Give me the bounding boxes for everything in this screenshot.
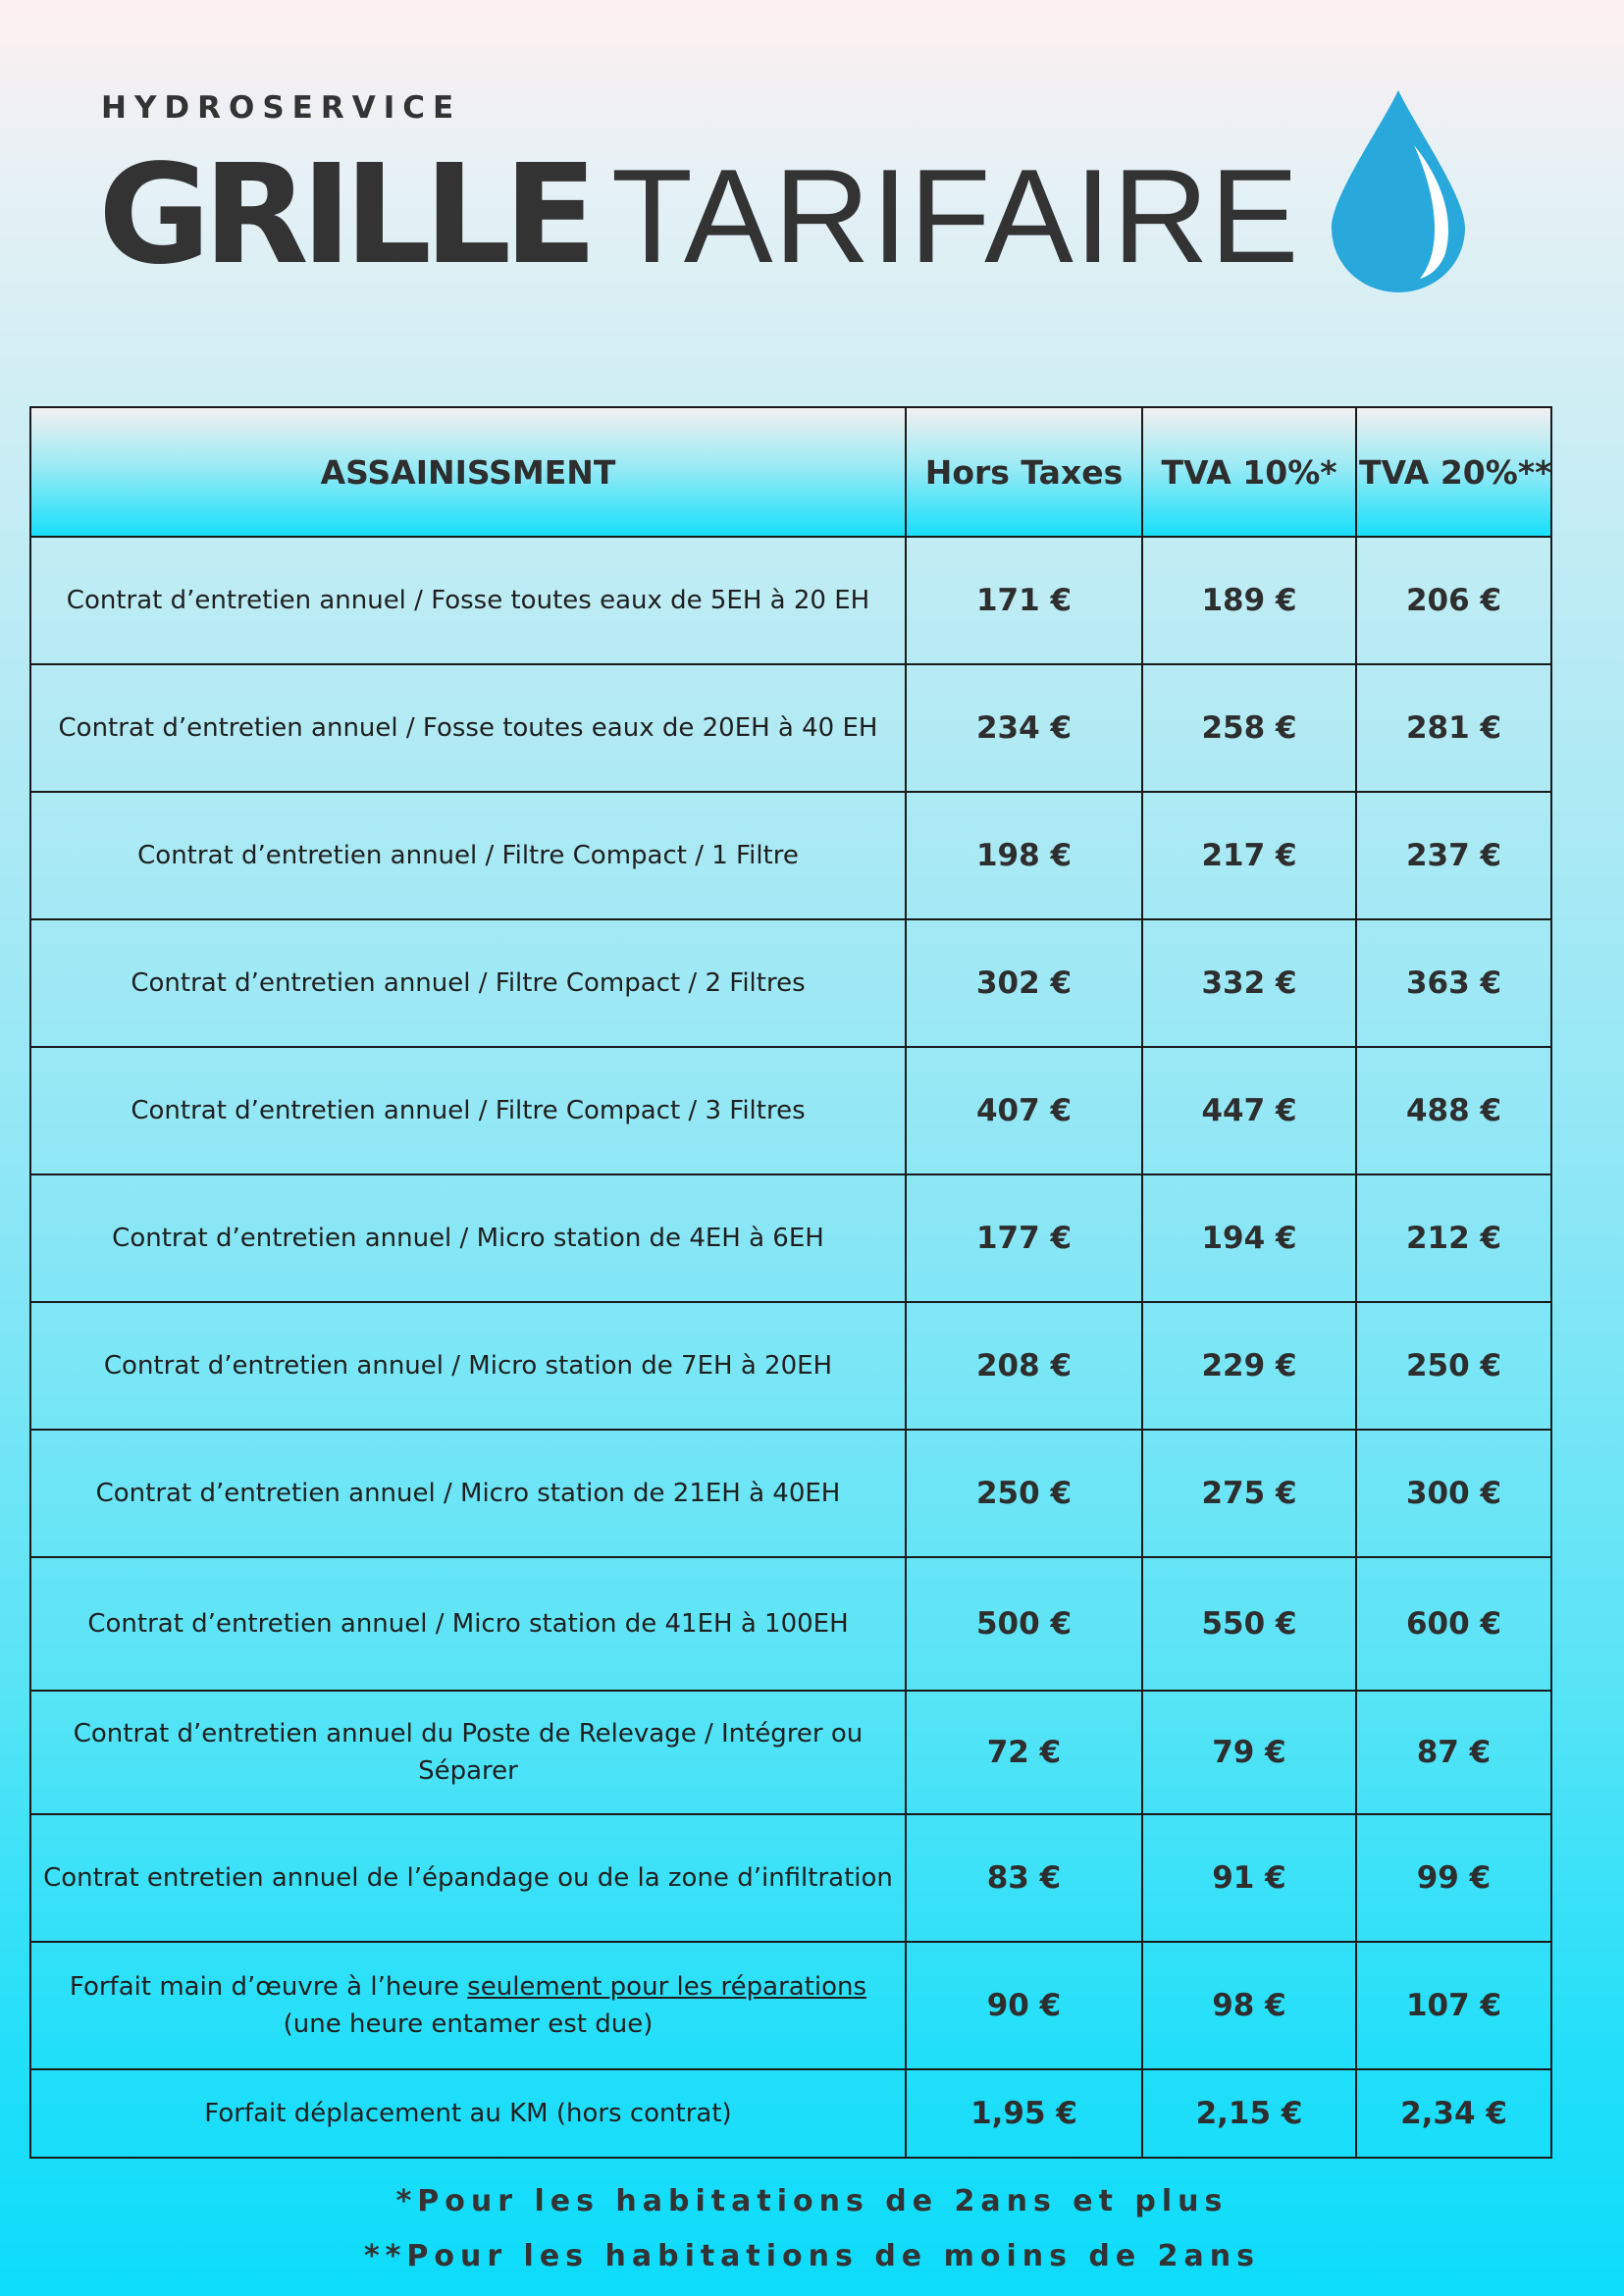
price-tva-20: 2,34 € bbox=[1356, 2069, 1551, 2158]
price-ht: 72 € bbox=[906, 1691, 1142, 1814]
price-tva-10: 2,15 € bbox=[1142, 2069, 1356, 2158]
footnote-tva-10: *Pour les habitations de 2ans et plus bbox=[395, 2184, 1229, 2218]
row-description: Contrat d’entretien annuel / Micro station de 21EH à 40EH bbox=[30, 1430, 906, 1557]
price-ht: 177 € bbox=[906, 1174, 1142, 1302]
title-light-part: TARIFAIRE bbox=[610, 141, 1300, 290]
price-ht: 83 € bbox=[906, 1814, 1142, 1942]
price-tva-20: 99 € bbox=[1356, 1814, 1551, 1942]
tariff-table bbox=[29, 406, 1552, 2159]
price-ht: 250 € bbox=[906, 1430, 1142, 1557]
header-tva-10: TVA 10%* bbox=[1142, 407, 1356, 537]
table-header-row bbox=[30, 407, 1551, 537]
row-description-underlined: seulement pour les réparations bbox=[467, 1972, 867, 2002]
price-tva-20: 250 € bbox=[1356, 1302, 1551, 1430]
price-tva-20: 206 € bbox=[1356, 537, 1551, 664]
price-tva-10: 79 € bbox=[1142, 1691, 1356, 1814]
table-row bbox=[30, 1430, 1551, 1557]
price-ht: 1,95 € bbox=[906, 2069, 1142, 2158]
row-description: Contrat d’entretien annuel / Fosse toutes eaux de 20EH à 40 EH bbox=[30, 664, 906, 792]
row-description: Contrat entretien annuel de l’épandage ou de la zone d’infiltration bbox=[30, 1814, 906, 1942]
table-row bbox=[30, 919, 1551, 1047]
price-tva-10: 91 € bbox=[1142, 1814, 1356, 1942]
price-tva-20: 600 € bbox=[1356, 1557, 1551, 1691]
price-ht: 171 € bbox=[906, 537, 1142, 664]
row-description: Forfait déplacement au KM (hors contrat) bbox=[30, 2069, 906, 2158]
row-description-end: (une heure entamer est due) bbox=[283, 2009, 654, 2039]
table-row bbox=[30, 2069, 1551, 2158]
price-tva-10: 194 € bbox=[1142, 1174, 1356, 1302]
table-row bbox=[30, 1174, 1551, 1302]
table-row bbox=[30, 792, 1551, 919]
row-description bbox=[30, 1942, 906, 2069]
price-tva-20: 488 € bbox=[1356, 1047, 1551, 1174]
title-bold-part: GRILLE bbox=[98, 135, 590, 295]
price-ht: 234 € bbox=[906, 664, 1142, 792]
price-tva-20: 300 € bbox=[1356, 1430, 1551, 1557]
price-ht: 302 € bbox=[906, 919, 1142, 1047]
price-ht: 90 € bbox=[906, 1942, 1142, 2069]
water-drop-icon bbox=[1330, 88, 1467, 294]
footnote-tva-20: **Pour les habitations de moins de 2ans bbox=[363, 2239, 1260, 2273]
row-description: Contrat d’entretien annuel / Filtre Compact / 2 Filtres bbox=[30, 919, 906, 1047]
header-assainissement: ASSAINISSMENT bbox=[30, 407, 906, 537]
table-row bbox=[30, 1557, 1551, 1691]
table-row bbox=[30, 664, 1551, 792]
row-description: Contrat d’entretien annuel / Filtre Compact / 1 Filtre bbox=[30, 792, 906, 919]
price-tva-10: 258 € bbox=[1142, 664, 1356, 792]
price-ht: 198 € bbox=[906, 792, 1142, 919]
price-tva-20: 281 € bbox=[1356, 664, 1551, 792]
row-description: Contrat d’entretien annuel / Fosse toutes eaux de 5EH à 20 EH bbox=[30, 537, 906, 664]
price-tva-10: 550 € bbox=[1142, 1557, 1356, 1691]
price-tva-20: 237 € bbox=[1356, 792, 1551, 919]
price-ht: 500 € bbox=[906, 1557, 1142, 1691]
table-row bbox=[30, 537, 1551, 664]
price-tva-10: 447 € bbox=[1142, 1047, 1356, 1174]
row-description: Contrat d’entretien annuel / Filtre Compact / 3 Filtres bbox=[30, 1047, 906, 1174]
row-description: Contrat d’entretien annuel du Poste de Relevage / Intégrer ou Séparer bbox=[30, 1691, 906, 1814]
price-tva-20: 107 € bbox=[1356, 1942, 1551, 2069]
price-tva-10: 98 € bbox=[1142, 1942, 1356, 2069]
price-tva-10: 275 € bbox=[1142, 1430, 1356, 1557]
table-row bbox=[30, 1942, 1551, 2069]
header-hors-taxes: Hors Taxes bbox=[906, 407, 1142, 537]
header-tva-20: TVA 20%** bbox=[1356, 407, 1551, 537]
price-tva-10: 332 € bbox=[1142, 919, 1356, 1047]
price-ht: 208 € bbox=[906, 1302, 1142, 1430]
price-tva-20: 87 € bbox=[1356, 1691, 1551, 1814]
table-row bbox=[30, 1814, 1551, 1942]
table-row bbox=[30, 1047, 1551, 1174]
row-description: Contrat d’entretien annuel / Micro station de 41EH à 100EH bbox=[30, 1557, 906, 1691]
page-title bbox=[98, 135, 1300, 295]
price-tva-10: 229 € bbox=[1142, 1302, 1356, 1430]
price-tva-10: 189 € bbox=[1142, 537, 1356, 664]
price-ht: 407 € bbox=[906, 1047, 1142, 1174]
price-tva-10: 217 € bbox=[1142, 792, 1356, 919]
table-row bbox=[30, 1691, 1551, 1814]
row-description-start: Forfait main d’œuvre à l’heure bbox=[69, 1972, 468, 2002]
price-tva-20: 363 € bbox=[1356, 919, 1551, 1047]
row-description: Contrat d’entretien annuel / Micro station de 7EH à 20EH bbox=[30, 1302, 906, 1430]
price-tva-20: 212 € bbox=[1356, 1174, 1551, 1302]
row-description: Contrat d’entretien annuel / Micro station de 4EH à 6EH bbox=[30, 1174, 906, 1302]
table-row bbox=[30, 1302, 1551, 1430]
brand-name: HYDROSERVICE bbox=[101, 90, 462, 126]
